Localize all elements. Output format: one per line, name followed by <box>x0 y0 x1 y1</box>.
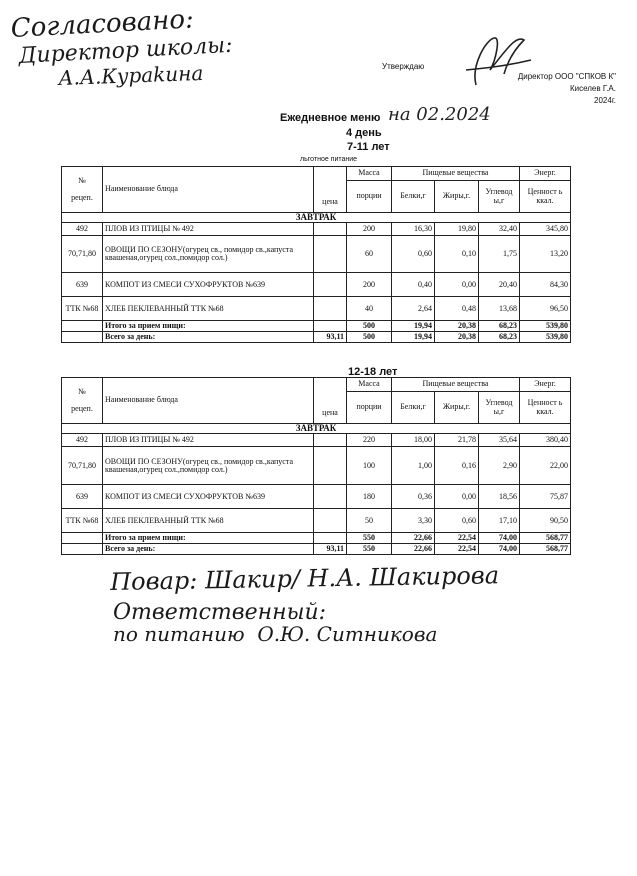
subtotal-proteins: 19,94 <box>392 321 435 332</box>
table-header-row <box>62 378 571 392</box>
director-name: Киселев Г.А. <box>569 84 616 93</box>
fats-cell: 0,16 <box>435 447 479 485</box>
proteins-cell: 2,64 <box>392 297 435 321</box>
mass-cell: 200 <box>347 223 392 236</box>
fats-cell: 0,60 <box>435 509 479 533</box>
proteins-header: Белки,г <box>392 181 435 213</box>
fats-header: Жиры,г. <box>435 181 479 213</box>
carbs-cell: 13,68 <box>479 297 520 321</box>
nutrients-header: Пищевые вещества <box>392 378 520 392</box>
mass-cell: 180 <box>347 485 392 509</box>
total-price: 93,11 <box>314 544 347 555</box>
table-row <box>62 297 571 321</box>
portion-header: порции <box>347 181 392 213</box>
price-cell <box>314 236 347 273</box>
proteins-cell: 0,40 <box>392 273 435 297</box>
total-proteins: 22,66 <box>392 544 435 555</box>
recipe-header: № рецеп. <box>62 167 103 213</box>
carbs-cell: 2,90 <box>479 447 520 485</box>
proteins-header: Белки,г <box>392 392 435 424</box>
nutrients-header: Пищевые вещества <box>392 167 520 181</box>
subtotal-proteins: 22,66 <box>392 533 435 544</box>
total-energy: 539,80 <box>520 332 571 343</box>
energy-cell: 380,40 <box>520 434 571 447</box>
director-year: 2024г. <box>594 96 616 105</box>
subtotal-energy: 539,80 <box>520 321 571 332</box>
dish-cell: ОВОЩИ ПО СЕЗОНУ(огурец св., помидор св.,капуста квашеная,огурец сол.,помидор сол.) <box>103 447 314 485</box>
carbs-header: Углевод ы,г <box>479 181 520 213</box>
recipe-header: № рецеп. <box>62 378 103 424</box>
benefit-label: льготное питание <box>300 156 358 163</box>
recipe-cell: ТТК №68 <box>62 509 103 533</box>
energy-cell: 96,50 <box>520 297 571 321</box>
dish-cell: ОВОЩИ ПО СЕЗОНУ(огурец св., помидор св.,капуста квашеная,огурец сол.,помидор сол.) <box>103 236 314 273</box>
portion-header: порции <box>347 392 392 424</box>
director-title: Директор ООО "СПКОВ К" <box>517 72 616 81</box>
subtotal-carbs: 68,23 <box>479 321 520 332</box>
subtotal-row <box>62 321 571 332</box>
fats-cell: 0,10 <box>435 236 479 273</box>
mass-cell: 50 <box>347 509 392 533</box>
fats-header: Жиры,г. <box>435 392 479 424</box>
fats-cell: 21,78 <box>435 434 479 447</box>
total-fats: 22,54 <box>435 544 479 555</box>
proteins-cell: 0,60 <box>392 236 435 273</box>
meal-row <box>62 213 571 223</box>
age-group-12-18: 12-18 лет <box>348 366 398 378</box>
approval-signature: А.А.Кураkина <box>58 60 204 90</box>
mass-cell: 220 <box>347 434 392 447</box>
age-group-7-11: 7-11 лет <box>347 141 390 153</box>
menu-date: на 02.2024 <box>388 104 491 125</box>
recipe-cell: ТТК №68 <box>62 297 103 321</box>
mass-header: Масса <box>347 378 392 392</box>
recipe-cell: 492 <box>62 223 103 236</box>
total-label: Всего за день: <box>103 332 314 343</box>
responsible-signature: по питанию О.Ю. Ситникова <box>113 622 438 646</box>
table-row <box>62 485 571 509</box>
director-signature-mark <box>446 30 536 90</box>
price-cell <box>314 297 347 321</box>
dish-cell: ХЛЕБ ПЕКЛЕВАННЫЙ ТТК №68 <box>103 297 314 321</box>
proteins-cell: 0,36 <box>392 485 435 509</box>
total-row <box>62 332 571 343</box>
energy-cell: 13,20 <box>520 236 571 273</box>
dish-cell: ХЛЕБ ПЕКЛЕВАННЫЙ ТТК №68 <box>103 509 314 533</box>
approval-position: Директор школы: <box>18 32 234 69</box>
proteins-cell: 16,30 <box>392 223 435 236</box>
price-cell <box>314 509 347 533</box>
energy-cell: 22,00 <box>520 447 571 485</box>
total-mass: 500 <box>347 332 392 343</box>
confirm-label: Утверждаю <box>382 62 425 71</box>
total-mass: 550 <box>347 544 392 555</box>
carbs-header: Углевод ы,г <box>479 392 520 424</box>
dish-cell: ПЛОВ ИЗ ПТИЦЫ № 492 <box>103 223 314 236</box>
carbs-cell: 18,56 <box>479 485 520 509</box>
dish-cell: КОМПОТ ИЗ СМЕСИ СУХОФРУКТОВ №639 <box>103 273 314 297</box>
total-row <box>62 544 571 555</box>
fats-cell: 0,00 <box>435 485 479 509</box>
subtotal-energy: 568,77 <box>520 533 571 544</box>
proteins-cell: 1,00 <box>392 447 435 485</box>
price-cell <box>314 223 347 236</box>
dish-cell: КОМПОТ ИЗ СМЕСИ СУХОФРУКТОВ №639 <box>103 485 314 509</box>
price-header: цена <box>314 378 347 424</box>
total-price: 93,11 <box>314 332 347 343</box>
meal-label: ЗАВТРАК <box>62 424 571 434</box>
price-cell <box>314 434 347 447</box>
energy-value-header: Ценност ь ккал. <box>520 181 571 213</box>
price-cell <box>314 485 347 509</box>
recipe-cell: 70,71,80 <box>62 236 103 273</box>
day-label: 4 день <box>346 127 382 139</box>
subtotal-label: Итого за прием пищи: <box>103 533 314 544</box>
price-cell <box>314 447 347 485</box>
recipe-cell: 639 <box>62 273 103 297</box>
mass-cell: 60 <box>347 236 392 273</box>
carbs-cell: 1,75 <box>479 236 520 273</box>
fats-cell: 19,80 <box>435 223 479 236</box>
responsible-name: О.Ю. Ситникова <box>257 622 438 646</box>
total-label: Всего за день: <box>103 544 314 555</box>
subtotal-label: Итого за прием пищи: <box>103 321 314 332</box>
mass-header: Масса <box>347 167 392 181</box>
dish-header: Наименование блюда <box>103 378 314 424</box>
subtotal-fats: 20,38 <box>435 321 479 332</box>
mass-cell: 40 <box>347 297 392 321</box>
mass-cell: 200 <box>347 273 392 297</box>
proteins-cell: 18,00 <box>392 434 435 447</box>
total-carbs: 74,00 <box>479 544 520 555</box>
subtotal-mass: 550 <box>347 533 392 544</box>
energy-header: Энерг. <box>520 378 571 392</box>
table-row <box>62 273 571 297</box>
table-row <box>62 236 571 273</box>
dish-cell: ПЛОВ ИЗ ПТИЦЫ № 492 <box>103 434 314 447</box>
subtotal-carbs: 74,00 <box>479 533 520 544</box>
total-energy: 568,77 <box>520 544 571 555</box>
dish-header: Наименование блюда <box>103 167 314 213</box>
table-row <box>62 509 571 533</box>
carbs-cell: 20,40 <box>479 273 520 297</box>
approval-heading: Согласовано: <box>10 4 195 44</box>
energy-cell: 84,30 <box>520 273 571 297</box>
fats-cell: 0,48 <box>435 297 479 321</box>
meal-label: ЗАВТРАК <box>62 213 571 223</box>
energy-header: Энерг. <box>520 167 571 181</box>
meal-row <box>62 424 571 434</box>
table-header-row <box>62 167 571 181</box>
energy-cell: 345,80 <box>520 223 571 236</box>
responsible-label: Ответственный: <box>113 600 327 625</box>
price-cell <box>314 273 347 297</box>
subtotal-row <box>62 533 571 544</box>
recipe-cell: 639 <box>62 485 103 509</box>
menu-title: Ежедневное меню <box>280 112 381 124</box>
carbs-cell: 32,40 <box>479 223 520 236</box>
total-fats: 20,38 <box>435 332 479 343</box>
table-row <box>62 434 571 447</box>
carbs-cell: 35,64 <box>479 434 520 447</box>
recipe-cell: 492 <box>62 434 103 447</box>
carbs-cell: 17,10 <box>479 509 520 533</box>
total-carbs: 68,23 <box>479 332 520 343</box>
menu-table-12-18 <box>61 377 571 555</box>
mass-cell: 100 <box>347 447 392 485</box>
energy-value-header: Ценност ь ккал. <box>520 392 571 424</box>
table-row <box>62 447 571 485</box>
menu-table-7-11 <box>61 166 571 343</box>
proteins-cell: 3,30 <box>392 509 435 533</box>
fats-cell: 0,00 <box>435 273 479 297</box>
recipe-cell: 70,71,80 <box>62 447 103 485</box>
subtotal-mass: 500 <box>347 321 392 332</box>
price-header: цена <box>314 167 347 213</box>
subtotal-fats: 22,54 <box>435 533 479 544</box>
energy-cell: 75,87 <box>520 485 571 509</box>
table-row <box>62 223 571 236</box>
total-proteins: 19,94 <box>392 332 435 343</box>
energy-cell: 90,50 <box>520 509 571 533</box>
cook-signature: Повар: Шакир/ Н.А. Шакирова <box>110 561 500 596</box>
